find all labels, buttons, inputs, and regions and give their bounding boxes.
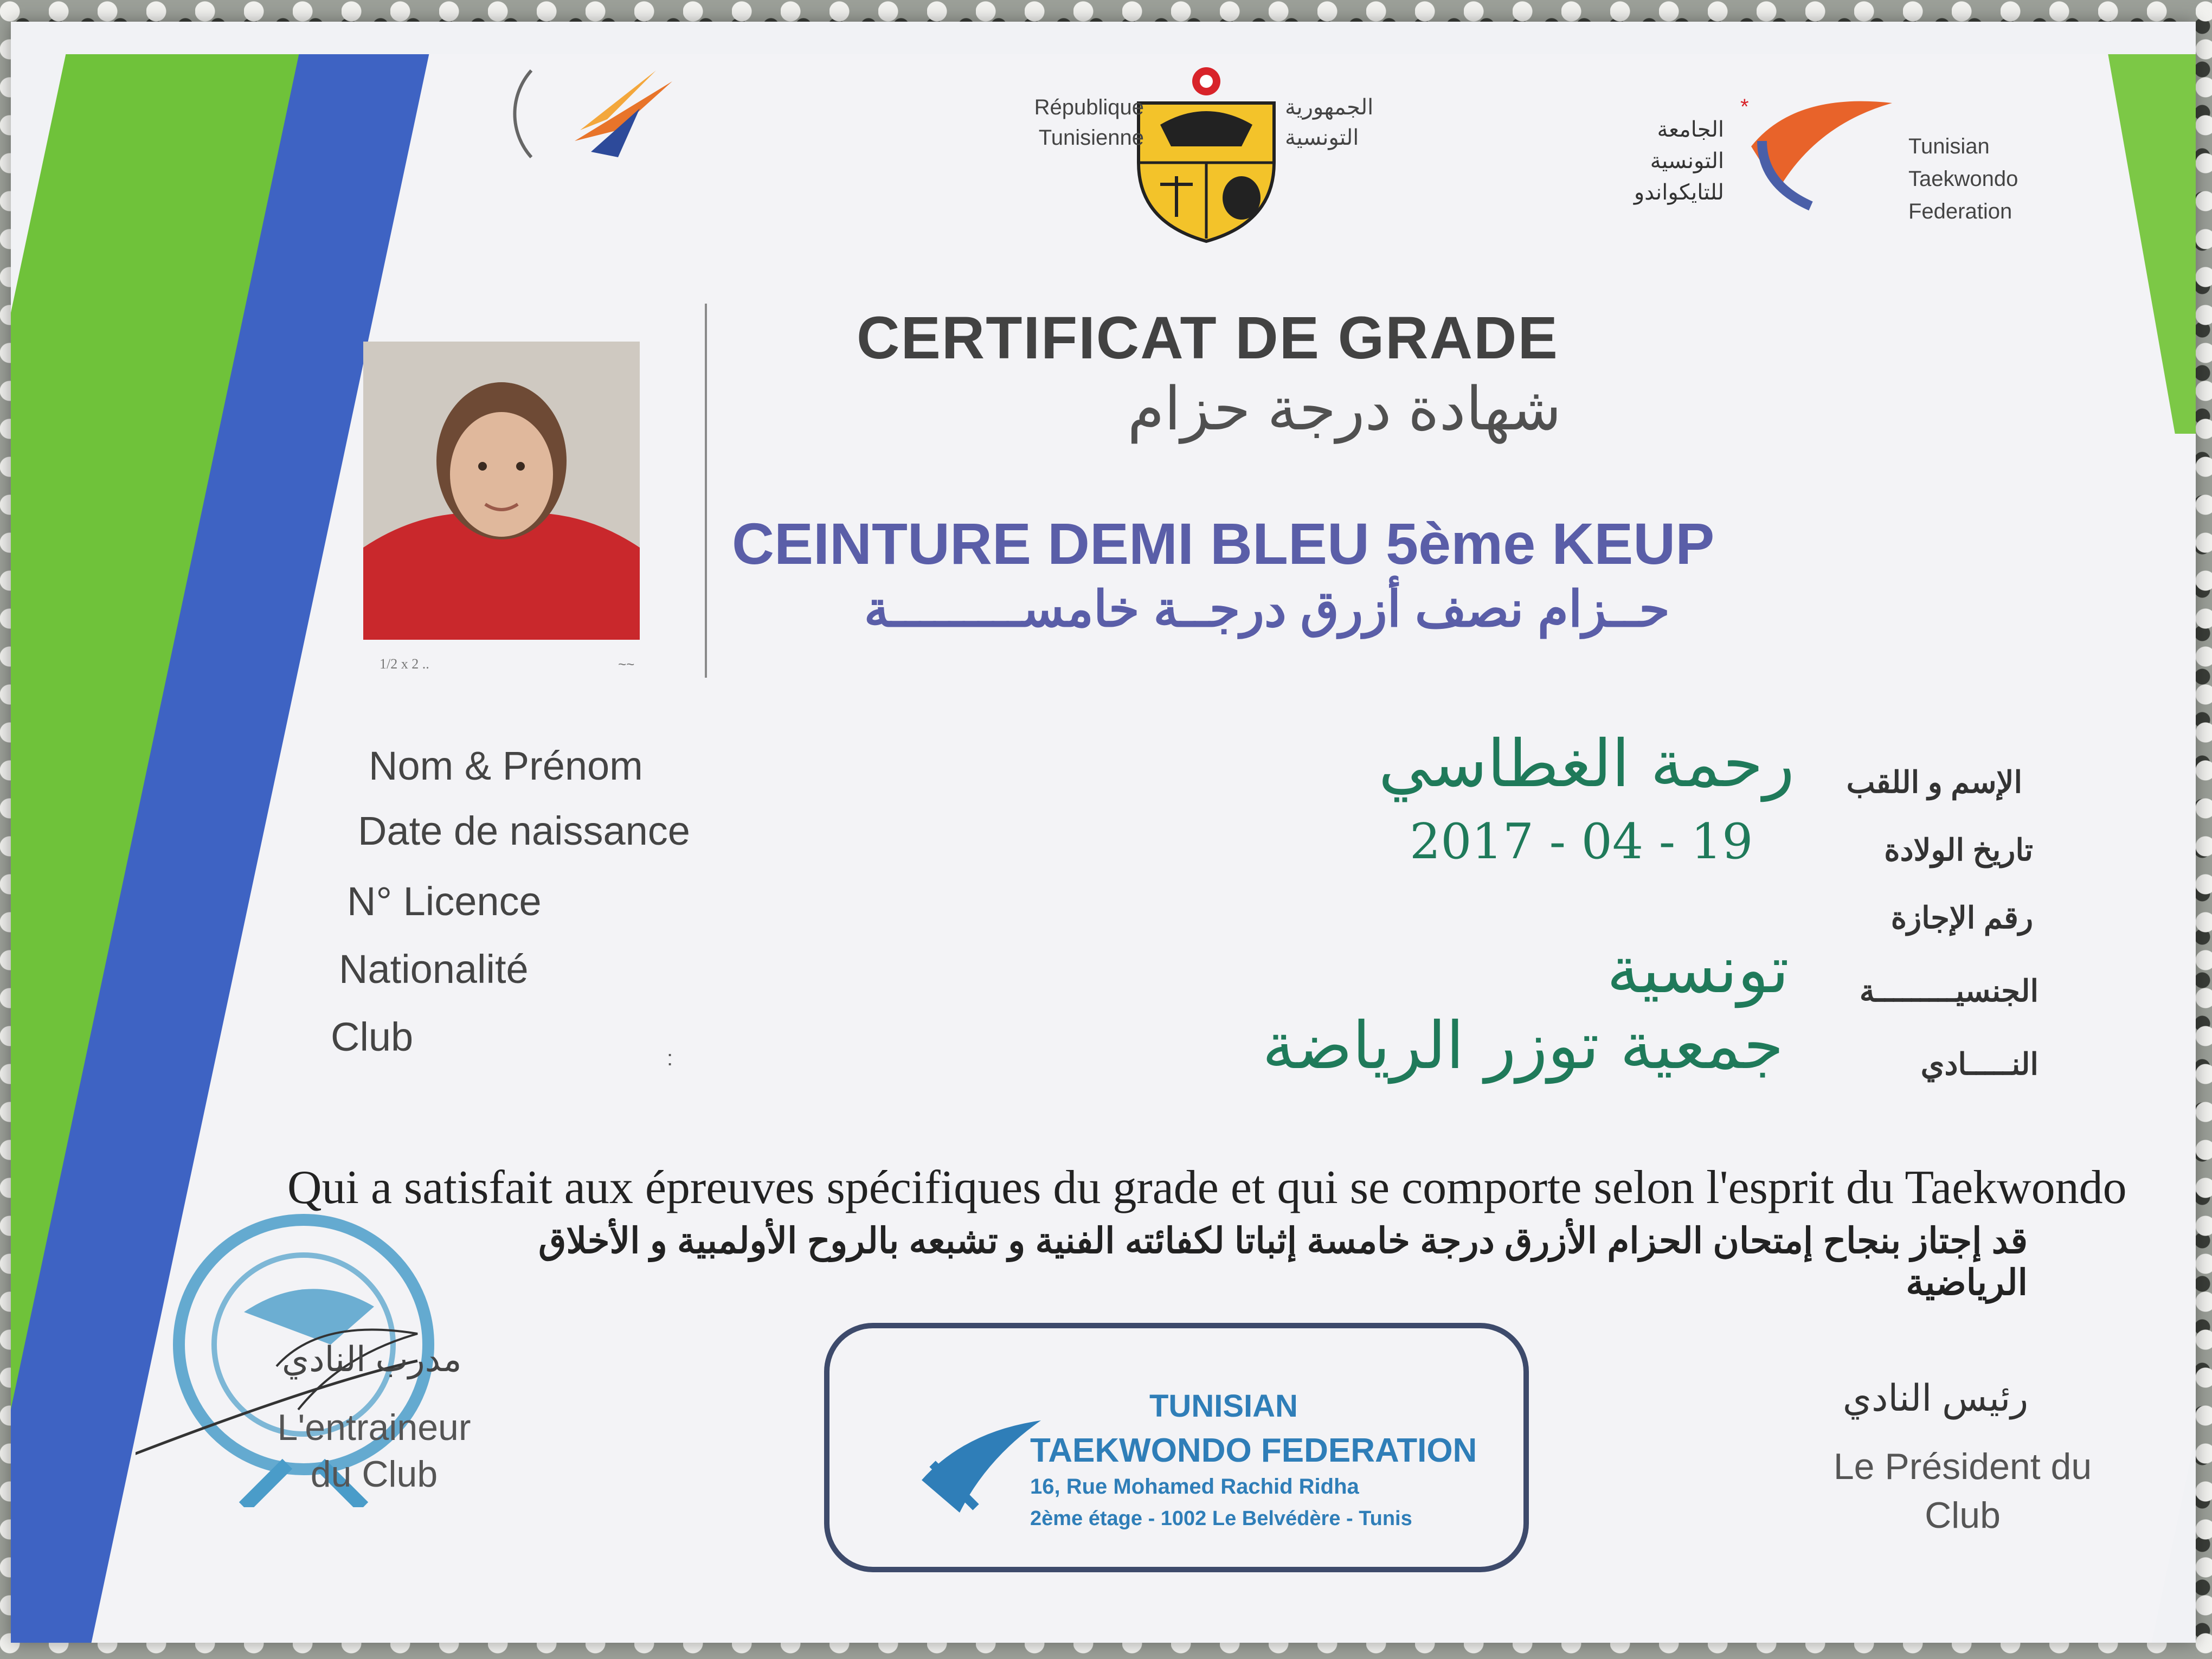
licence-label-ar: رقم الإجازة: [1891, 901, 2033, 935]
statement-ar: قد إجتاز بنجاح إمتحان الحزام الأزرق درجة خامسة إثباتا لكفائته الفنية و تشبعه بالروح الأولمبية و الأخلاق الرياضية: [538, 1220, 2028, 1302]
student-photo: [363, 342, 640, 640]
stamp-line2: TAEKWONDO FEDERATION: [1030, 1432, 1477, 1469]
dob-label-ar: تاريخ الولادة: [1884, 833, 2033, 867]
world-taekwondo-logo-icon: [510, 49, 683, 190]
republic-fr-line1: République: [1034, 95, 1144, 119]
coach-fr-line1: L'entraineur: [277, 1407, 471, 1448]
certificate-title-fr: CERTIFICAT DE GRADE: [857, 305, 1559, 371]
tunisia-coat-of-arms-icon: [1128, 65, 1285, 244]
club-colon: :: [667, 1046, 673, 1070]
federation-ar-line2: التونسية: [1650, 149, 1724, 173]
name-value: رحمة الغطاسي: [1378, 726, 1795, 802]
stamp-line4: 2ème étage - 1002 Le Belvédère - Tunis: [1030, 1507, 1412, 1530]
stamp-line1: TUNISIAN: [1149, 1388, 1298, 1424]
dob-label: Date de naissance: [358, 808, 690, 853]
name-label-ar: الإسم و اللقب: [1846, 765, 2022, 799]
photo-caption-left: 1/2 x 2 ..: [380, 656, 429, 672]
nationality-label: Nationalité: [339, 947, 529, 992]
dob-value: 2017 - 04 - 19: [1410, 813, 1753, 870]
president-label-fr: [1805, 1442, 2120, 1540]
stamp-line3: 16, Rue Mohamed Rachid Ridha: [1030, 1475, 1359, 1499]
republic-fr: [981, 92, 1144, 153]
president-fr-line1: Le Président du: [1833, 1446, 2092, 1487]
belt-grade-fr: CEINTURE DEMI BLEU 5ème KEUP: [732, 511, 1715, 576]
federation-en-line3: Federation: [1908, 200, 2012, 223]
president-fr-line2: Club: [1925, 1495, 2001, 1536]
coach-fr-line2: du Club: [310, 1454, 438, 1495]
certificate-title-ar: شهادة درجة حزام: [1127, 376, 1561, 442]
federation-ar-line3: للتايكواندو: [1634, 181, 1724, 204]
photo-caption-right: ~~: [618, 656, 635, 672]
club-value: جمعية توزر الرياضة: [1262, 1008, 1784, 1084]
republic-ar: [1285, 92, 1426, 153]
club-label: Club: [331, 1014, 414, 1059]
federation-en-line2: Taekwondo: [1908, 167, 2018, 191]
name-label: Nom & Prénom: [369, 743, 643, 788]
statement-fr: Qui a satisfait aux épreuves spécifiques du grade et qui se comporte selon l'esprit du Taekwondo: [287, 1161, 2127, 1214]
federation-ar: [1572, 114, 1724, 208]
federation-ar-line1: الجامعة: [1657, 118, 1724, 142]
republic-ar-line2: التونسية: [1285, 126, 1359, 150]
portrait-illustration: [363, 342, 640, 640]
republic-fr-line2: Tunisienne: [1038, 126, 1144, 150]
republic-ar-line1: الجمهورية: [1285, 95, 1374, 119]
nationality-label-ar: الجنسيـــــــــة: [1859, 974, 2039, 1008]
federation-logo-icon: [1729, 81, 1903, 217]
club-label-ar: النـــــادي: [1920, 1047, 2039, 1081]
president-label-ar: رئيس النادي: [1842, 1378, 2029, 1419]
svg-text:*: *: [1740, 95, 1749, 119]
licence-label: N° Licence: [347, 879, 542, 924]
belt-grade-ar: حــزام نصف أزرق درجــة خامســـــــــة: [864, 582, 1670, 637]
nationality-value: تونسية: [1606, 933, 1789, 1008]
coach-label-ar: مدرب النادي: [282, 1340, 462, 1379]
federation-en: [1908, 130, 2018, 228]
federation-en-line1: Tunisian: [1908, 134, 1990, 158]
coach-label-fr: [260, 1404, 488, 1497]
